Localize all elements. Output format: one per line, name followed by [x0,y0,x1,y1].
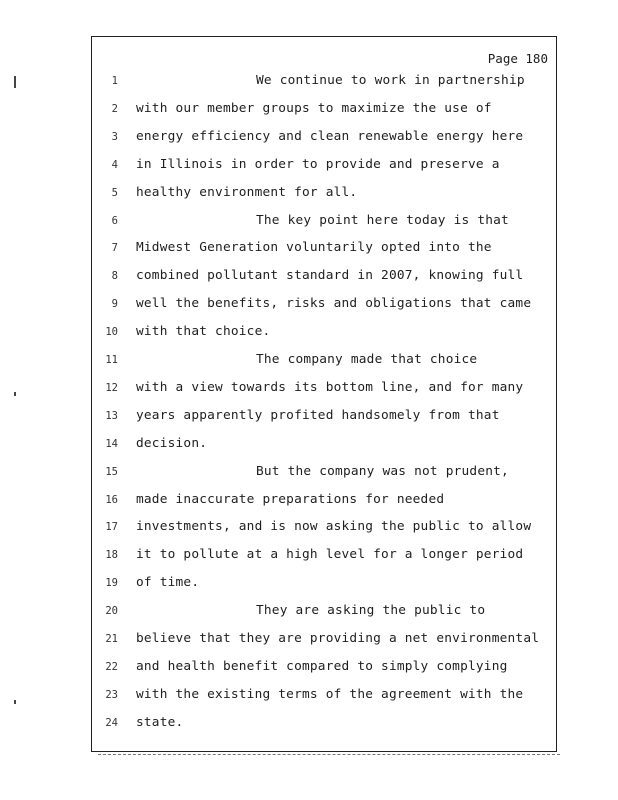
line-text: made inaccurate preparations for needed [136,491,445,507]
transcript-line [92,268,556,296]
transcript-line [92,492,556,520]
line-text: investments, and is now asking the public to allow [136,519,532,535]
line-number: 11 [105,354,118,366]
line-number: 10 [105,326,118,339]
line-number: 5 [111,186,118,199]
line-number: 18 [105,549,118,562]
transcript-line [92,296,556,324]
transcript-line [92,436,556,464]
transcript-line [92,575,556,603]
line-text: Midwest Generation voluntarily opted into the [136,240,492,256]
line-text: of time. [136,575,200,591]
transcript-line [92,157,556,185]
transcript-line [92,519,556,547]
transcript-line [92,687,556,715]
line-number: 19 [105,577,118,590]
transcript-line [92,547,556,575]
line-text: state. [136,714,184,730]
transcript-line [92,659,556,687]
transcript-line [92,101,556,129]
scan-artifact-left-bottom [14,700,16,704]
line-number: 6 [111,214,118,227]
line-number: 22 [105,660,118,673]
line-number: 8 [111,270,118,283]
transcript-line [92,240,556,268]
line-text: in Illinois in order to provide and preserve a [136,156,500,172]
line-number: 24 [105,716,118,729]
line-text: and health benefit compared to simply complying [136,658,508,674]
line-number: 15 [105,465,118,478]
line-text: energy efficiency and clean renewable energy here [136,128,524,144]
transcript-line [92,324,556,352]
line-text: But the company was not prudent, [256,463,509,479]
line-number: 16 [105,493,118,506]
transcript-line [92,213,556,241]
scan-artifact-left-top [14,76,16,88]
line-text: with a view towards its bottom line, and for many [136,379,524,395]
line-text: it to pollute at a high level for a longer period [136,547,524,563]
transcript-line [92,73,556,101]
line-number: 13 [105,409,118,422]
transcript-line [92,185,556,213]
transcript-line [92,380,556,408]
line-text: We continue to work in partnership [256,73,525,88]
line-number: 7 [111,242,118,255]
line-text: with that choice. [136,324,271,340]
line-number: 3 [111,130,118,143]
line-number: 12 [105,381,118,394]
transcript-line [92,464,556,492]
line-text: years apparently profited handsomely from that [136,407,500,423]
page-number-label: Page 180 [487,51,548,66]
line-text: combined pollutant standard in 2007, knowing full [136,268,524,284]
line-number: 21 [105,633,118,645]
line-text: The key point here today is that [256,212,509,228]
line-text: with our member groups to maximize the use of [136,100,492,116]
line-text: with the existing terms of the agreement with the [136,686,524,702]
transcript-line [92,129,556,157]
line-text: believe that they are providing a net environmental [136,631,540,646]
transcript-line [92,631,556,659]
line-text: The company made that choice [256,352,478,367]
line-number: 2 [111,102,118,115]
line-number: 23 [105,688,118,701]
line-number: 4 [111,158,118,171]
line-number: 20 [105,605,118,618]
transcript-line [92,352,556,380]
line-number: 17 [105,521,118,534]
line-text: They are asking the public to [256,603,486,619]
line-text: well the benefits, risks and obligations that came [136,296,532,312]
transcript-line [92,603,556,631]
line-number: 1 [111,75,118,87]
transcript-page [91,36,557,752]
transcript-line [92,715,556,743]
line-text: decision. [136,435,208,451]
scan-artifact-left-mid [14,392,16,396]
transcript-line [92,408,556,436]
line-number: 9 [111,298,118,311]
bottom-scan-rule [98,754,560,756]
line-text: healthy environment for all. [136,184,358,200]
line-number: 14 [105,437,118,450]
